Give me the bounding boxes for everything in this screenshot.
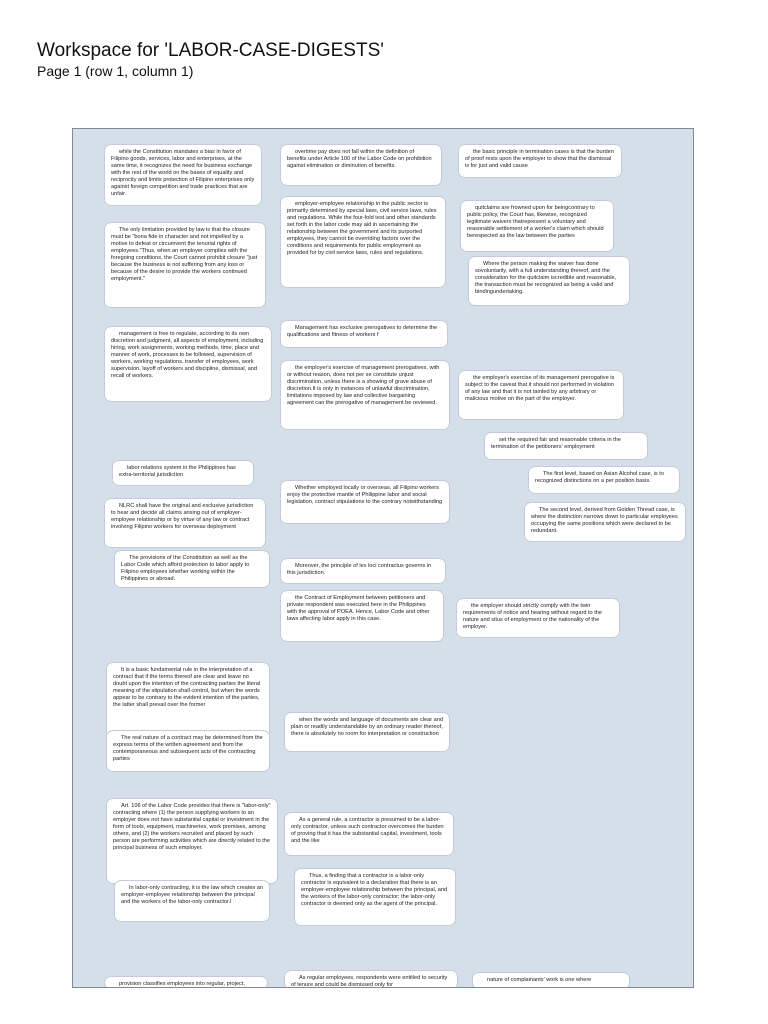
page-title: Workspace for 'LABOR-CASE-DIGESTS' — [37, 40, 384, 61]
page-subtitle: Page 1 (row 1, column 1) — [37, 63, 194, 79]
note-card[interactable]: quitclaims are frowned upon for beingcontrary to public policy, the Court has, likewise, recognized legitimate waivers thatrepresent a voluntary and reasonable settlement of a worker's claim which should berespected as the law between the parties — [461, 201, 613, 251]
note-card[interactable]: set the required fair and reasonable criteria in the termination of the petitioners' employment — [485, 433, 647, 459]
note-card[interactable]: It is a basic fundamental rule in the interpretation of a contract that if the terms thereof are clear and leave no doubt upon the intention of the contracting parties the literal meaning of the stipulation shall control, but when the words appear to be contrary to the evident intention of the parties, the latter shall prevail over the former — [107, 663, 269, 737]
note-card[interactable]: the basic principle in termination cases is that the burden of proof rests upon the employer to show that the dismissal is for just and valid cause — [459, 145, 621, 177]
note-card[interactable]: Whether employed locally or overseas, all Filipino workers enjoy the protective mantle of Philippine labor and social legislation, contract stipulations to the contrary notwithstanding — [281, 481, 449, 523]
note-card[interactable]: while the Constitution mandates a bias in favor of Filipino goods, services, labor and enterprises, at the same time, it recognizes the need for business exchange with the rest of the world on the bases of equality and reciprocity and limits protection of Filipino enterprises only against foreign competition and trade practices that are unfair. — [105, 145, 261, 205]
note-card[interactable]: provision classifies employees into regular, project, — [105, 977, 267, 988]
note-card[interactable]: the employer should strictly comply with the twin requirements of notice and hearing without regard to the nature and situs of employment or the nationality of the employer. — [457, 599, 619, 637]
note-card[interactable]: The second level, derived from Golden Thread case, is where the distinction narrows down to particular employees occupying the same positions which were declared to be redundant. — [525, 503, 685, 541]
note-card[interactable]: employer-employee relationship in the public sector is primarily determined by special laws, civil service laws, rules and regulations. While the four-fold test and other standards set forth in the labor code may aid in ascertaining the relationship between the government and its purported employees, they cannot be overriding factors over the conditions and requirements for public employment as provided for by civil service laws, rules and regulations. — [281, 197, 445, 287]
note-card[interactable]: In labor-only contracting, it is the law which creates an employer-employee relationship between the principal and the workers of the labor-only contractor.l — [115, 881, 269, 921]
note-card[interactable]: The provisions of the Constitution as well as the Labor Code which afford protection to labor apply to Filipino employees whether working within the Philippines or abroad. — [115, 551, 269, 587]
note-card[interactable]: management is free to regulate, according to its own discretion and judgment, all aspects of employment, including hiring, work assignments, working methods, time, place and manner of work, processes to be followed, supervision of workers, working regulations, transfer of employees, work supervision, layoff of workers and discipline, dismissal, and recall of workers. — [105, 327, 271, 401]
note-card[interactable]: NLRC shall have the original and exclusive jurisdiction to hear and decide all claims arising out of employer-employee relationship or by virtue of any law or contract involving Filipino workers for overseas deployment — [105, 499, 265, 547]
note-card[interactable]: The only limitation provided by law is that the closure must be "bona fide in character and not impelled by a motive to defeat or circumvent the tenurial rights of employees."Thus, when an employer complies with the foregoing conditions, the Court cannot prohibit closure "just because the business is not suffering from any loss or because of the desire to provide the workers continued employment." — [105, 223, 265, 307]
note-card[interactable]: when the words and language of documents are clear and plain or readily understandable by an ordinary reader thereof, there is absolutely no room for interpretation or construction — [285, 713, 449, 751]
note-card[interactable]: The real nature of a contract may be determined from the express terms of the written agreement and from the contemporaneous and subsequent acts of the contracting parties — [107, 731, 269, 771]
note-card[interactable]: The first level, based on Asian Alcohol case, is to recognized distinctions on a per position basis. — [529, 467, 679, 493]
note-card[interactable]: Moreover, the principle of lex loci contractus governs in this jurisdiction. — [281, 559, 445, 583]
note-card[interactable]: Thus, a finding that a contractor is a labor-only contractor is equivalent to a declaration that there is an employer-employee relationship between the principal, and the workers of the labor-only contractor; the labor-only contractor is deemed only as the agent of the principal. — [295, 869, 455, 925]
workspace-canvas[interactable] — [72, 128, 694, 988]
note-card[interactable]: Art. 106 of the Labor Code provides that there is "labor-only" contracting where (1) the person supplying workers to an employer does not have substantial capital or investment in the form of tools, equipment, machineries, work premises, among others, and (2) the workers recruited and placed by such person are performing activities which are directly related to the principal business of such employer. — [107, 799, 277, 883]
note-card[interactable]: the employer's exercise of management prerogatives, with or without reason, does not per se constitute unjust discrimination, unless there is a showing of grave abuse of discretion.It is only in instances of unlawful discrimination, limitations imposed by law and collective bargaining agreement can the prerogative of management be reviewed. — [281, 361, 449, 429]
note-card[interactable]: overtime pay does not fall within the definition of benefits under Article 100 of the Labor Code on prohibition against elimination or diminution of benefits. — [281, 145, 441, 185]
note-card[interactable]: Management has exclusive prerogatives to determine the qualifications and fitness of workers f — [281, 321, 447, 347]
note-card[interactable]: As a general rule, a contractor is presumed to be a labor-only contractor, unless such contractor overcomes the burden of proving that it has the substantial capital, investment, tools and the like — [285, 813, 453, 855]
note-card[interactable]: the Contract of Employment between petitioners and private respondent was executed here in the Philippines with the approval of POEA. Hence, Labor Code and other laws affecting labor apply in this case. — [281, 591, 443, 641]
note-card[interactable]: the employer's exercise of its management prerogative is subject to the caveat that it should not performed in violation of any law and that it is not tainted by any arbitrary or malicious motive on the part of the employer. — [459, 371, 623, 419]
note-card[interactable]: labor relations system in the Philippines has extra-territorial jurisdiction — [113, 461, 253, 485]
note-card[interactable]: As regular employees, respondents were entitled to security of tenure and could be dismissed only for — [285, 971, 457, 988]
note-card[interactable]: nature of complainants' work is one where — [473, 973, 629, 988]
note-card[interactable]: Where the person making the waiver has done sovoluntarily, with a full understanding thereof, and the consideration for the quitclaim iscredible and reasonable, the transaction must be recognized as being a valid and bindingundertaking. — [469, 257, 629, 305]
